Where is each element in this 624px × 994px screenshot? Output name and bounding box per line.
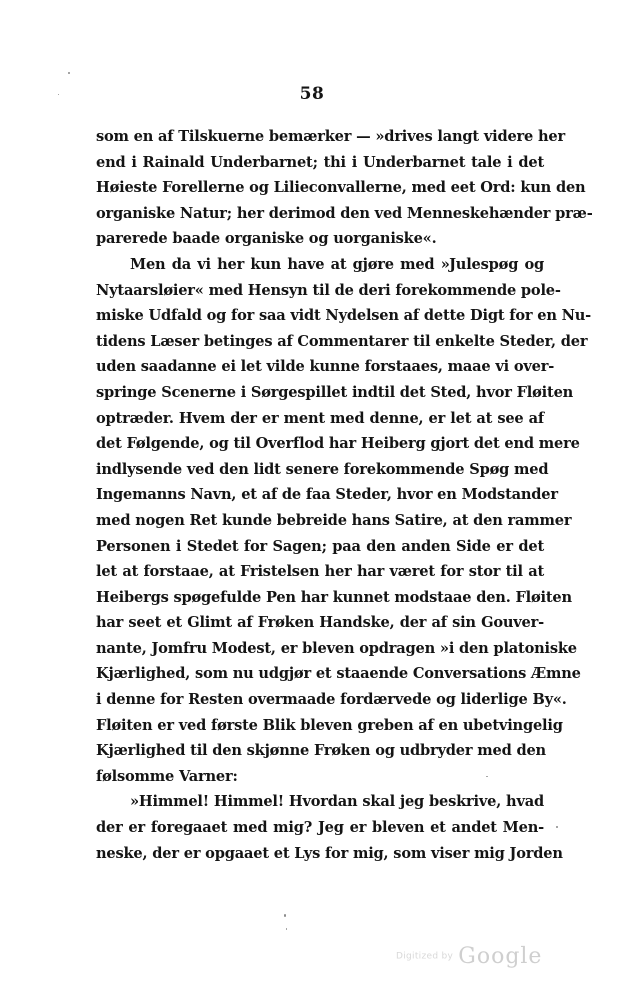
text-line: som en af Tilskuerne bemærker — »drives langt videre her (96, 128, 565, 145)
text-line: tidens Læser betinges af Commentarer til enkelte Steder, der (96, 332, 588, 350)
text-line: Ingemanns Navn, et af de faa Steder, hvor en Modstander (96, 486, 558, 504)
text-line: nante, Jomfru Modest, er bleven opdragen »i den platoniske (96, 639, 577, 657)
scan-speck (556, 826, 558, 828)
paragraph-start-line: »Himmel! Himmel! Hvordan skal jeg beskrive, hvad (130, 793, 544, 811)
text-line: indlysende ved den lidt senere forekommende Spøg med (96, 460, 549, 478)
scan-speck (284, 914, 286, 917)
scan-speck (68, 72, 70, 74)
text-line: har seet et Glimt af Frøken Handske, der af sin Gouver- (96, 614, 544, 632)
text-line: med nogen Ret kunde bebreide hans Satire, at den rammer (96, 511, 572, 529)
scan-speck (286, 928, 287, 930)
text-line: det Følgende, og til Overflod har Heiberg gjort det end mere (96, 435, 580, 453)
page-number: 58 (299, 84, 325, 104)
text-line: følsomme Varner: (96, 767, 238, 785)
text-line: uden saadanne ei let vilde kunne forstaaes, maae vi over- (96, 358, 555, 376)
text-line: der er foregaaet med mig? Jeg er bleven et andet Men- (96, 819, 544, 837)
watermark-prefix: Digitized by (396, 951, 454, 962)
text-line: i denne for Resten overmaade fordærvede og liderlige By«. (96, 691, 567, 709)
text-line: end i Rainald Underbarnet; thi i Underbarnet tale i det (96, 153, 544, 171)
text-line: let at forstaae, at Fristelsen her har været for stor til at (96, 563, 544, 581)
text-line: Heibergs spøgefulde Pen har kunnet modstaae den. Fløiten (96, 588, 572, 606)
text-line: springe Scenerne i Sørgespillet indtil det Sted, hvor Fløiten (96, 383, 574, 401)
body-text (96, 124, 593, 866)
text-line: organiske Natur; her derimod den ved Menneskehænder præ- (96, 204, 593, 222)
scan-speck (486, 776, 488, 777)
google-logo: Google (458, 944, 543, 969)
text-line: parerede baade organiske og uorganiske«. (96, 230, 437, 248)
text-line: Personen i Stedet for Sagen; paa den anden Side er det (96, 537, 544, 555)
scan-speck (58, 94, 59, 95)
text-line: Høieste Forellerne og Lilieconvallerne, med eet Ord: kun den (96, 179, 586, 197)
text-line: neske, der er opgaaet et Lys for mig, som viser mig Jorden (96, 844, 563, 862)
text-line: Nytaarsløier« med Hensyn til de deri forekommende pole- (96, 281, 561, 299)
text-line: Kjærlighed, som nu udgjør et staaende Conversations Æmne (96, 665, 581, 683)
text-line: Kjærlighed til den skjønne Frøken og udbryder med den (96, 742, 546, 760)
text-line: miske Udfald og for saa vidt Nydelsen af dette Digt for en Nu- (96, 307, 592, 325)
digitized-watermark (396, 944, 542, 969)
paragraph-start-line: Men da vi her kun have at gjøre med »Julespøg og (130, 255, 544, 273)
text-line: Fløiten er ved første Blik bleven greben af en ubetvingelig (96, 716, 563, 734)
text-line: optræder. Hvem der er ment med denne, er let at see af (96, 409, 544, 427)
